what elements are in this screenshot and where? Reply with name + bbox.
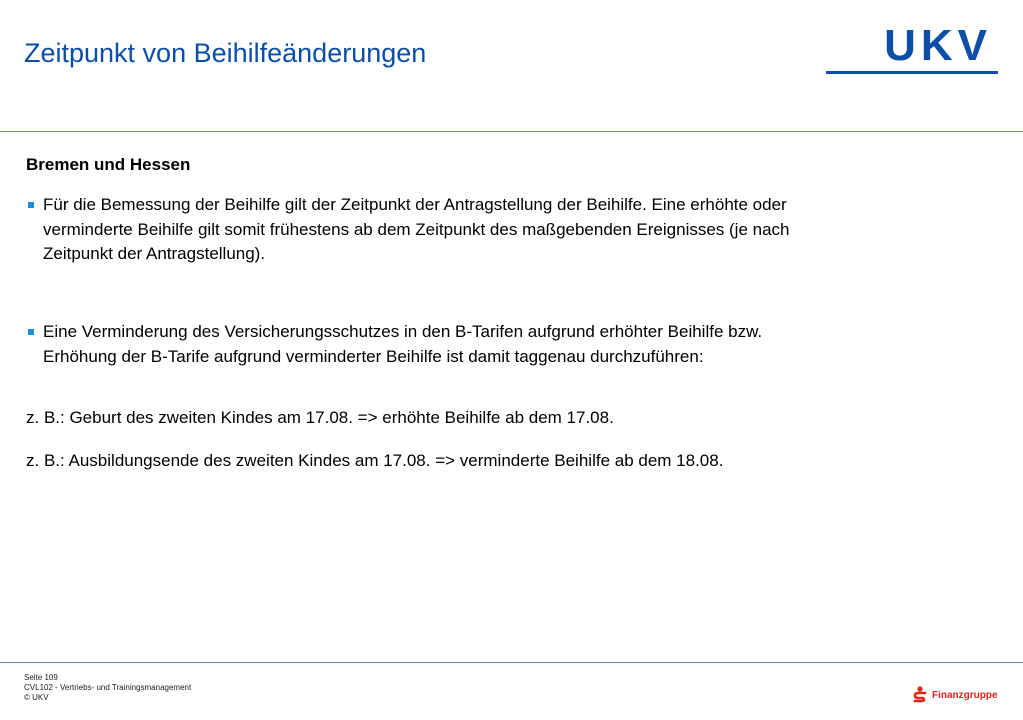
bullet-item <box>26 320 826 369</box>
example-line: z. B.: Geburt des zweiten Kindes am 17.08. => erhöhte Beihilfe ab dem 17.08. <box>26 408 614 427</box>
bullet-text: Eine Verminderung des Versicherungsschutzes in den B-Tarifen aufgrund erhöhter Beihilfe bzw. Erhöhung der B-Tarife aufgrund verminderter Beihilfe ist damit taggenau durchzuführen: <box>43 322 763 366</box>
bullet-square-icon <box>28 202 34 208</box>
sparkasse-s-icon <box>913 686 927 704</box>
page-number: Seite 109 <box>24 673 58 682</box>
bullet-square-icon <box>28 329 34 335</box>
bullet-text: Für die Bemessung der Beihilfe gilt der Zeitpunkt der Antragstellung der Beihilfe. Eine erhöhte oder verminderte Beihilfe gilt somit frühestens ab dem Zeitpunkt des maßgebenden Ereignisses (je nach Zeitpunkt der Antragstellung). <box>43 195 790 263</box>
bullet-item <box>26 193 826 267</box>
logo-text: UKV <box>884 21 992 70</box>
page-title: Zeitpunkt von Beihilfeänderungen <box>24 38 427 68</box>
section-heading: Bremen und Hessen <box>26 155 191 174</box>
header-divider <box>0 131 1023 132</box>
brand-label: Finanzgruppe <box>932 689 998 701</box>
footer-info <box>24 673 191 703</box>
footer-divider <box>0 662 1023 663</box>
finanzgruppe-logo <box>913 685 998 705</box>
ukv-logo <box>826 21 998 74</box>
copyright: © UKV <box>24 693 49 702</box>
example-line: z. B.: Ausbildungsende des zweiten Kindes am 17.08. => verminderte Beihilfe ab dem 18.08. <box>26 451 724 470</box>
course-label: CVL102 - Vertriebs- und Trainingsmanagement <box>24 683 192 692</box>
logo-underline <box>826 71 998 74</box>
